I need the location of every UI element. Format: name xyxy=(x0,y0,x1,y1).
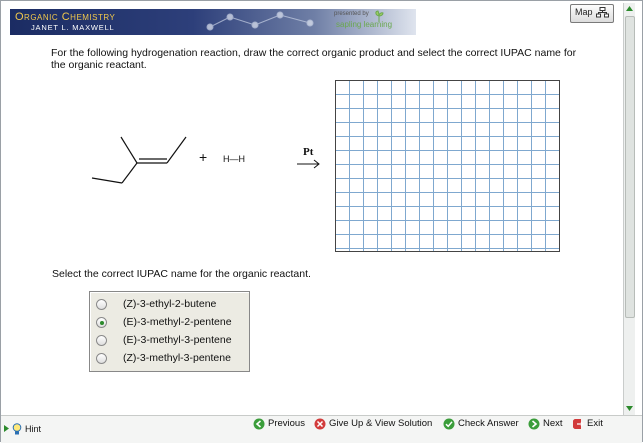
radio-button[interactable] xyxy=(96,353,107,364)
vertical-scrollbar[interactable] xyxy=(623,3,635,415)
exit-label: Exit xyxy=(587,418,603,429)
next-icon xyxy=(528,418,540,430)
map-icon xyxy=(596,7,609,18)
hint-label: Hint xyxy=(25,424,42,434)
question-prompt: For the following hydrogenation reaction, draw the correct organic product and select the correct IUPAC name for the organic reactant. xyxy=(51,47,577,71)
brand-logo-text: sapling learning xyxy=(336,20,393,29)
scroll-down-icon[interactable] xyxy=(624,403,635,414)
previous-icon xyxy=(253,418,265,430)
radio-button-selected[interactable] xyxy=(96,317,107,328)
iupac-options-group xyxy=(89,291,250,372)
scrollbar-thumb[interactable] xyxy=(625,16,635,318)
reaction-scheme xyxy=(81,127,331,197)
map-button-label: Map xyxy=(575,7,593,17)
reactant-structure xyxy=(92,137,186,183)
map-button[interactable] xyxy=(570,4,614,23)
lightbulb-icon xyxy=(12,423,22,435)
radio-button[interactable] xyxy=(96,299,107,310)
option-label: (Z)-3-methyl-3-pentene xyxy=(123,352,231,364)
plus-sign: + xyxy=(199,149,208,165)
radio-button[interactable] xyxy=(96,335,107,346)
give-up-icon xyxy=(314,418,326,430)
presented-by-label: presented by xyxy=(334,11,369,17)
check-icon xyxy=(443,418,455,430)
give-up-label: Give Up & View Solution xyxy=(329,418,433,429)
previous-label: Previous xyxy=(268,418,305,429)
author-name: JANET L. MAXWELL xyxy=(31,23,115,32)
exit-icon xyxy=(572,418,584,430)
expand-arrow-icon xyxy=(3,424,10,433)
option-label: (E)-3-methyl-2-pentene xyxy=(123,316,232,328)
course-title: Organic Chemistry xyxy=(15,11,116,23)
check-answer-label: Check Answer xyxy=(458,418,519,429)
option-label: (E)-3-methyl-3-pentene xyxy=(123,334,232,346)
footer-toolbar xyxy=(1,415,642,443)
next-label: Next xyxy=(543,418,563,429)
select-name-prompt: Select the correct IUPAC name for the organic reactant. xyxy=(52,268,311,280)
catalyst-label: Pt xyxy=(303,146,314,158)
scroll-up-icon[interactable] xyxy=(624,3,635,14)
reaction-arrow xyxy=(297,160,319,168)
drawing-canvas[interactable] xyxy=(335,80,560,252)
option-label: (Z)-3-ethyl-2-butene xyxy=(123,298,217,310)
hydrogen-molecule: H—H xyxy=(223,154,245,164)
